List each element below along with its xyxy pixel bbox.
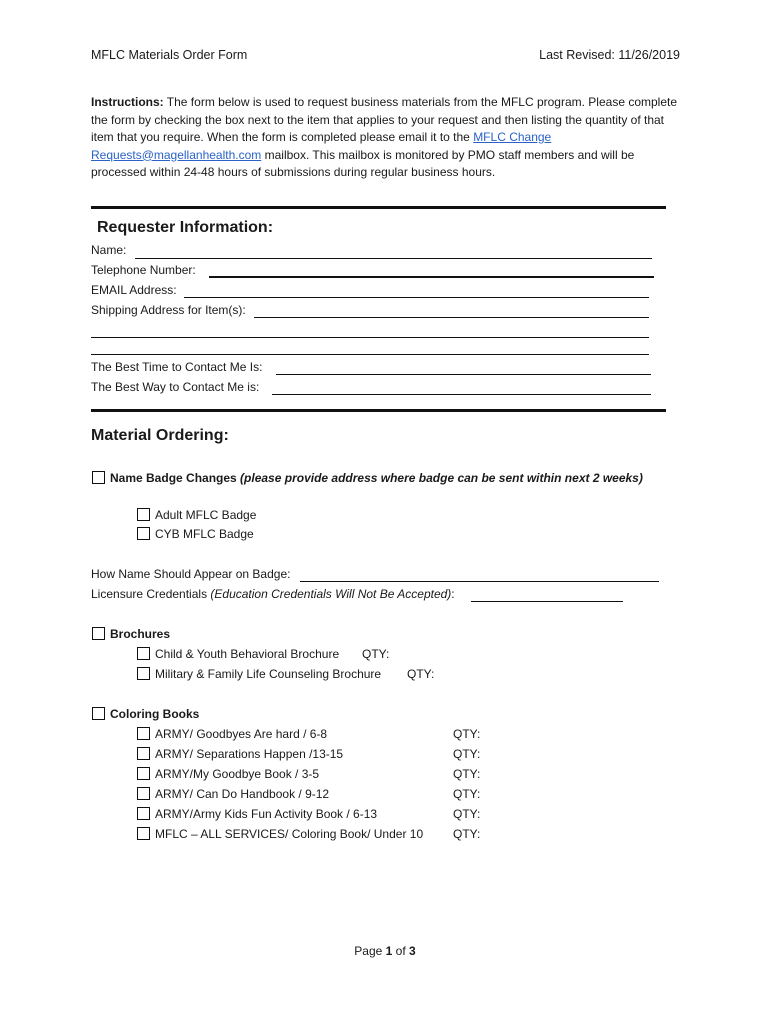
licensure-colon: : — [451, 587, 455, 601]
best-time-field[interactable] — [276, 374, 651, 375]
revision-date: Last Revised: 11/26/2019 — [539, 48, 680, 62]
instructions-label: Instructions: — [91, 95, 164, 109]
brochures-checkbox[interactable] — [92, 627, 105, 640]
requester-section-title: Requester Information: — [97, 219, 274, 236]
coloring-book-checkbox[interactable] — [137, 727, 150, 740]
best-way-label: The Best Way to Contact Me is: — [91, 380, 260, 394]
mailbox-email-link[interactable]: MFLC Change Requests@magellanhealth.com — [91, 130, 552, 162]
page-number — [0, 944, 770, 958]
coloring-book-checkbox[interactable] — [137, 807, 150, 820]
adult-badge-label: Adult MFLC Badge — [155, 508, 257, 522]
coloring-book-qty-label: QTY: — [453, 827, 481, 841]
material-ordering-title: Material Ordering: — [91, 427, 229, 444]
licensure-label: Licensure Credentials — [91, 587, 208, 601]
licensure-row — [91, 587, 455, 601]
brochure-qty-label: QTY: — [407, 667, 435, 681]
coloring-book-qty-label: QTY: — [453, 807, 481, 821]
email-field[interactable] — [184, 297, 649, 298]
cyb-badge-checkbox[interactable] — [137, 527, 150, 540]
shipping-address-field-2[interactable] — [91, 337, 649, 338]
instructions-text-end: mailbox. This mailbox is monitored by PMO staff members and will be processed within 24-48 hours of submissions during regular business hours. — [91, 147, 635, 179]
coloring-book-label: MFLC – ALL SERVICES/ Coloring Book/ Under 10 — [155, 827, 424, 841]
badge-name-field[interactable] — [300, 581, 659, 582]
cyb-badge-label: CYB MFLC Badge — [155, 527, 254, 541]
section-divider — [91, 206, 666, 209]
coloring-book-checkbox[interactable] — [137, 747, 150, 760]
coloring-book-label: ARMY/ Can Do Handbook / 9-12 — [155, 787, 330, 801]
coloring-book-label: ARMY/ Goodbyes Are hard / 6-8 — [155, 727, 328, 741]
coloring-book-qty-label: QTY: — [453, 747, 481, 761]
brochure-item-label: Child & Youth Behavioral Brochure — [155, 647, 340, 661]
coloring-book-label: ARMY/My Goodbye Book / 3-5 — [155, 767, 320, 781]
coloring-book-qty-label: QTY: — [453, 727, 481, 741]
shipping-address-label: Shipping Address for Item(s): — [91, 303, 246, 317]
email-label: EMAIL Address: — [91, 283, 177, 297]
coloring-book-checkbox[interactable] — [137, 787, 150, 800]
name-badge-changes-note: (please provide address where badge can be sent within next 2 weeks) — [240, 471, 643, 485]
coloring-book-checkbox[interactable] — [137, 827, 150, 840]
coloring-book-checkbox[interactable] — [137, 767, 150, 780]
licensure-field[interactable] — [471, 601, 623, 602]
coloring-book-qty-label: QTY: — [453, 767, 481, 781]
coloring-books-checkbox[interactable] — [92, 707, 105, 720]
name-badge-changes-row — [110, 471, 643, 485]
page-current: 1 — [385, 944, 393, 958]
name-badge-changes-label: Name Badge Changes — [110, 471, 237, 485]
best-way-field[interactable] — [272, 394, 651, 395]
page-total: 3 — [409, 944, 416, 958]
page-of: of — [392, 944, 410, 958]
badge-name-label: How Name Should Appear on Badge: — [91, 567, 291, 581]
name-badge-changes-checkbox[interactable] — [92, 471, 105, 484]
name-label: Name: — [91, 243, 127, 257]
instructions-text: The form below is used to request business materials from the MFLC program. Please complete the form by checking the box next to the item that applies to your request and then listing the quantity of that item that you require. When the form is completed please email it to the — [91, 95, 678, 144]
instructions-paragraph — [91, 94, 683, 182]
name-field[interactable] — [135, 258, 652, 259]
best-time-label: The Best Time to Contact Me Is: — [91, 360, 263, 374]
licensure-note: (Education Credentials Will Not Be Accepted) — [210, 587, 452, 601]
form-title: MFLC Materials Order Form — [91, 48, 248, 62]
coloring-book-qty-label: QTY: — [453, 787, 481, 801]
adult-badge-checkbox[interactable] — [137, 508, 150, 521]
coloring-book-label: ARMY/ Separations Happen /13-15 — [155, 747, 344, 761]
shipping-address-field-3[interactable] — [91, 354, 649, 355]
brochures-label: Brochures — [110, 627, 171, 641]
brochure-qty-label: QTY: — [362, 647, 390, 661]
coloring-books-label: Coloring Books — [110, 707, 200, 721]
brochure-item-checkbox[interactable] — [137, 647, 150, 660]
telephone-field[interactable] — [209, 276, 654, 278]
brochure-item-checkbox[interactable] — [137, 667, 150, 680]
coloring-book-label: ARMY/Army Kids Fun Activity Book / 6-13 — [155, 807, 378, 821]
page-prefix: Page — [354, 944, 386, 958]
brochure-item-label: Military & Family Life Counseling Brochure — [155, 667, 382, 681]
shipping-address-field-1[interactable] — [254, 317, 649, 318]
telephone-label: Telephone Number: — [91, 263, 196, 277]
section-divider — [91, 409, 666, 412]
